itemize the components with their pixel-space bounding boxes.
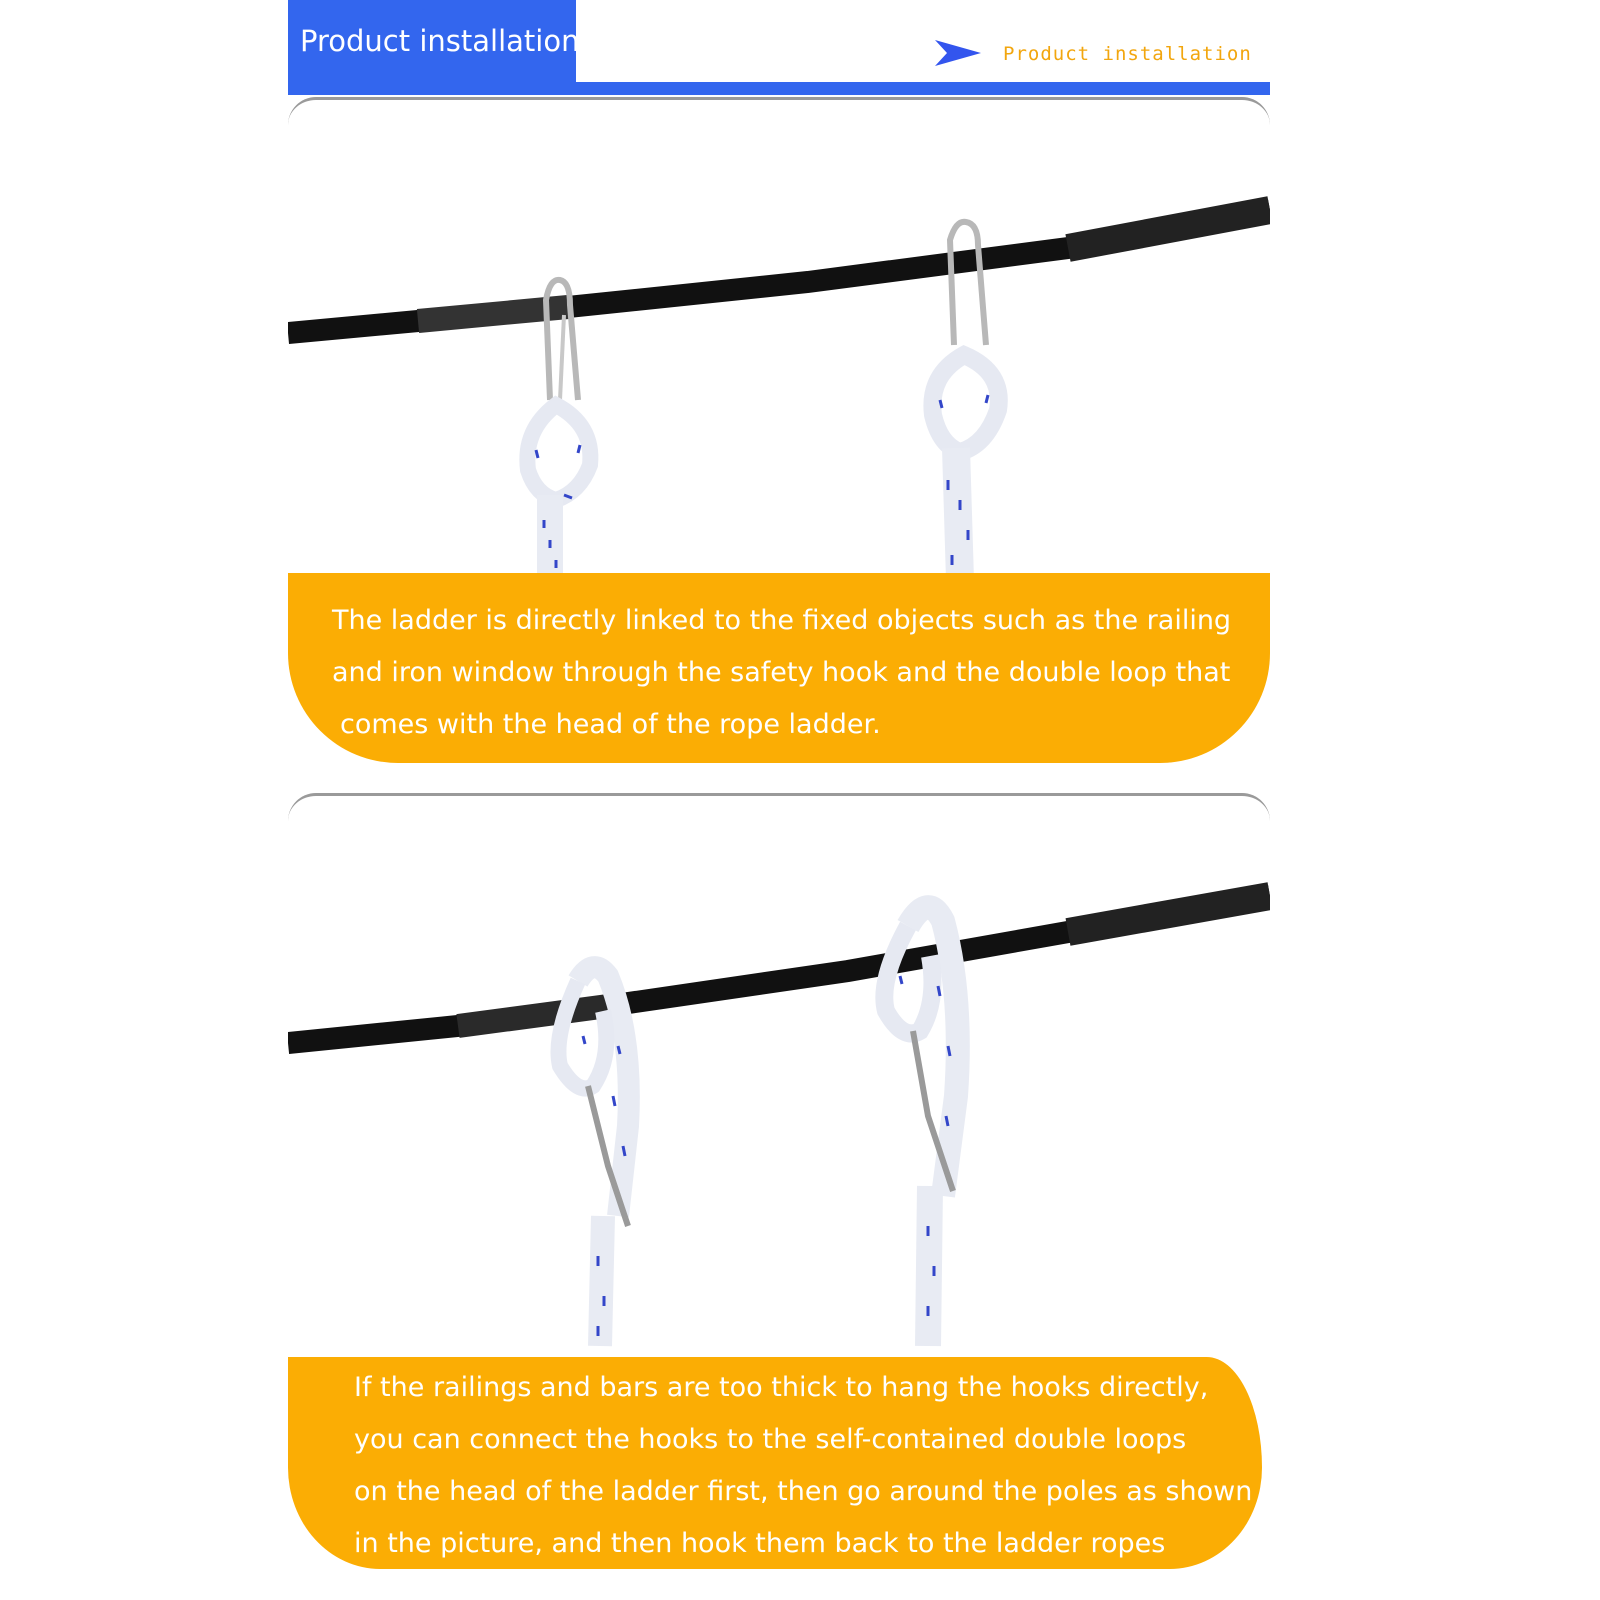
caption-2-text xyxy=(354,1362,1254,1570)
caption-1-line: The ladder is directly linked to the fixed objects such as the railing xyxy=(332,605,1232,636)
caption-box-1 xyxy=(288,573,1270,763)
header-underline xyxy=(288,82,1270,95)
rope-loop-right xyxy=(932,355,998,580)
arrow-right-icon xyxy=(935,38,983,68)
rope-loop-right xyxy=(884,907,957,1346)
rope-loop-left xyxy=(558,967,628,1346)
caption-2-line: on the head of the ladder first, then go around the poles as shown xyxy=(354,1476,1253,1507)
installation-photo-1 xyxy=(288,97,1270,597)
caption-2-line: you can connect the hooks to the self-contained double loops xyxy=(354,1424,1187,1455)
caption-box-2 xyxy=(288,1357,1262,1569)
caption-1-line: and iron window through the safety hook and the double loop that xyxy=(332,657,1231,688)
caption-1-text xyxy=(332,595,1252,751)
caption-1-line: comes with the head of the rope ladder. xyxy=(340,709,881,740)
header-subtitle: Product installation xyxy=(1003,43,1252,65)
carabiner-right xyxy=(950,222,986,345)
rope-loop-left xyxy=(527,405,590,583)
caption-2-line: If the railings and bars are too thick to hang the hooks directly, xyxy=(354,1372,1209,1403)
header-title: Product installation xyxy=(300,24,580,58)
installation-photo-2 xyxy=(288,793,1270,1363)
caption-2-line: in the picture, and then hook them back to the ladder ropes xyxy=(354,1528,1166,1559)
